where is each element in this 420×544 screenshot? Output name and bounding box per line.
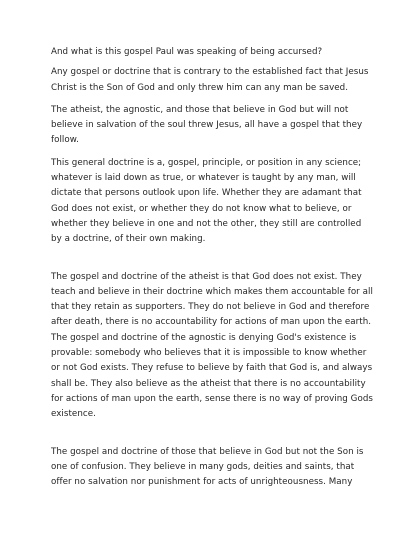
document-body xyxy=(51,45,373,490)
paragraph-general-doctrine: This general doctrine is a, gospel, principle, or position in any science; whatever is laid down as true, or whatever is taught by any man, will dictate that persons outlook upon life. Whether they are adamant that God does not exist, or whether they do not know what to believe, or whether they believe in one and not the other, they still are controlled by a doctrine, of their own making. xyxy=(51,157,362,245)
paragraph-question: And what is this gospel Paul was speaking of being accursed? xyxy=(51,47,323,57)
paragraph-confusion: The gospel and doctrine of those that believe in God but not the Son is one of confusion. They believe in many gods, deities and saints, that offer no salvation nor punishment for acts of unrighteousness. Many xyxy=(51,446,364,488)
paragraph-gospels: The atheist, the agnostic, and those that believe in God but will not believe in salvation of the soul threw Jesus, all have a gospel that they follow. xyxy=(51,104,363,146)
paragraph-answer: Any gospel or doctrine that is contrary to the established fact that Jesus Christ is the Son of God and only threw him can any man be saved. xyxy=(51,67,369,93)
paragraph-atheist-agnostic: The gospel and doctrine of the atheist is that God does not exist. They teach and believe in their doctrine which makes them accountable for all that they retain as supporters. They do not believe in God and therefore after death, there is no accountability for actions of man upon the earth. The gospel and doctrine of the agnostic is denying God's existence is provable: somebody who believes that it is impossible to know whether or not God exists. They refuse to believe by faith that God is, and always shall be. They also believe as the atheist that there is no accountability for actions of man upon the earth, sense there is no way of proving Gods existence. xyxy=(51,271,373,420)
